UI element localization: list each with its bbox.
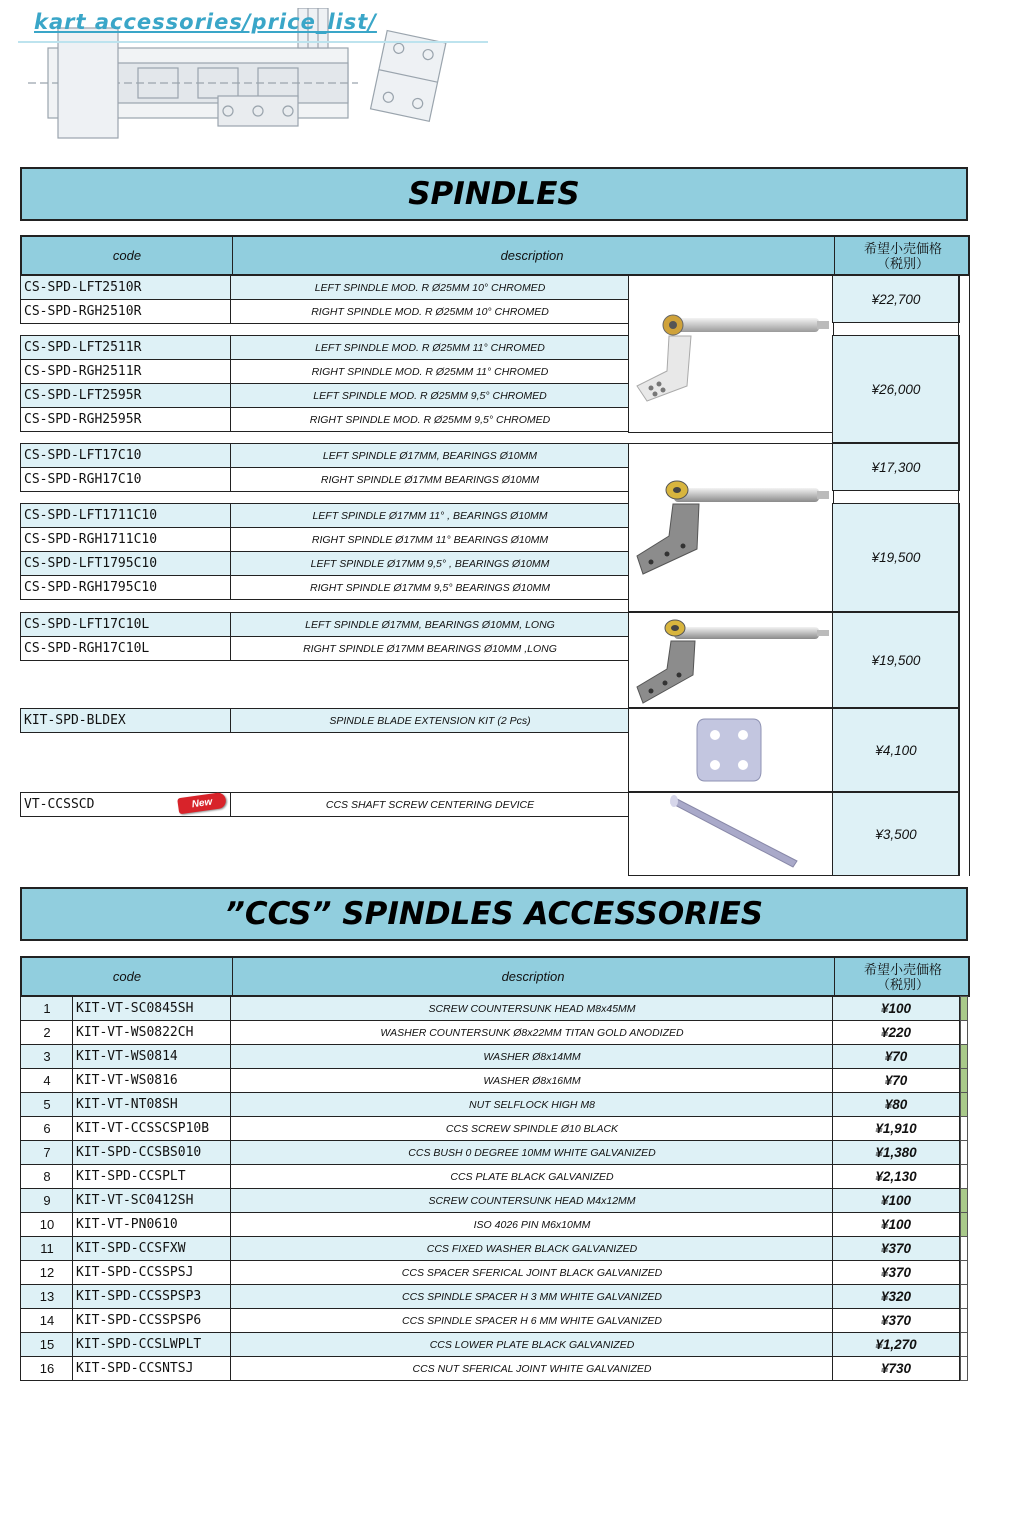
accessory-row-number: 9 bbox=[20, 1188, 74, 1213]
spindle-row-description: RIGHT SPINDLE MOD. R Ø25MM 11° CHROMED bbox=[230, 359, 630, 384]
header-description-2: description bbox=[232, 958, 833, 995]
right-edge-column bbox=[958, 275, 970, 876]
accessory-row-price: ¥370 bbox=[832, 1236, 960, 1261]
accessory-row-number: 7 bbox=[20, 1140, 74, 1165]
spindle-row-description: RIGHT SPINDLE MOD. R Ø25MM 9,5° CHROMED bbox=[230, 407, 630, 432]
spindle-row-code: VT-CCSSCD bbox=[20, 792, 232, 817]
row-marker bbox=[960, 1140, 968, 1165]
accessory-row-price: ¥100 bbox=[832, 1212, 960, 1237]
price-group-5: ¥19,500 bbox=[832, 612, 960, 708]
accessory-row-number: 14 bbox=[20, 1308, 74, 1333]
price-group-6: ¥4,100 bbox=[832, 708, 960, 792]
spindle-row-code: CS-SPD-RGH1711C10 bbox=[20, 527, 232, 552]
accessory-row-code: KIT-VT-PN0610 bbox=[72, 1212, 232, 1237]
accessory-row-code: KIT-SPD-CCSSPSJ bbox=[72, 1260, 232, 1285]
accessory-row-price: ¥100 bbox=[832, 996, 960, 1021]
spindle-row-description: RIGHT SPINDLE Ø17MM BEARINGS Ø10MM bbox=[230, 467, 630, 492]
accessory-row-description: WASHER Ø8x16MM bbox=[230, 1068, 834, 1093]
spindle-row-code: CS-SPD-LFT1711C10 bbox=[20, 503, 232, 528]
spindle-row-code: CS-SPD-RGH1795C10 bbox=[20, 575, 232, 600]
header-description: description bbox=[500, 248, 564, 263]
spindle-row-description: LEFT SPINDLE Ø17MM 9,5° , BEARINGS Ø10MM bbox=[230, 551, 630, 576]
accessory-row-code: KIT-VT-SC0412SH bbox=[72, 1188, 232, 1213]
spindle-row-description: LEFT SPINDLE Ø17MM, BEARINGS Ø10MM, LONG bbox=[230, 612, 630, 637]
page-header-title: kart accessories/price_list/ bbox=[34, 10, 377, 34]
spindle-row-description: LEFT SPINDLE MOD. R Ø25MM 10° CHROMED bbox=[230, 275, 630, 300]
spindle-row-description: LEFT SPINDLE MOD. R Ø25MM 9,5° CHROMED bbox=[230, 383, 630, 408]
accessory-row-description: WASHER COUNTERSUNK Ø8x22MM TITAN GOLD ANODIZED bbox=[230, 1020, 834, 1045]
product-image-spindle-25mm bbox=[628, 275, 834, 433]
accessory-row-number: 1 bbox=[20, 996, 74, 1021]
accessory-row-description: CCS PLATE BLACK GALVANIZED bbox=[230, 1164, 834, 1189]
row-marker bbox=[960, 1284, 968, 1309]
accessory-row-price: ¥370 bbox=[832, 1308, 960, 1333]
accessory-row-code: KIT-SPD-CCSNTSJ bbox=[72, 1356, 232, 1381]
row-marker bbox=[960, 1332, 968, 1357]
accessory-row-number: 2 bbox=[20, 1020, 74, 1045]
row-marker bbox=[960, 1092, 968, 1117]
header-price-2 bbox=[834, 958, 971, 995]
accessory-row-price: ¥70 bbox=[832, 1044, 960, 1069]
accessory-row-number: 6 bbox=[20, 1116, 74, 1141]
spindle-row-code: CS-SPD-RGH17C10L bbox=[20, 636, 232, 661]
accessory-row-code: KIT-SPD-CCSSPSP3 bbox=[72, 1284, 232, 1309]
accessory-row-price: ¥320 bbox=[832, 1284, 960, 1309]
accessory-row-price: ¥1,270 bbox=[832, 1332, 960, 1357]
new-badge: New bbox=[177, 792, 227, 815]
table-header-spindles bbox=[20, 235, 970, 276]
header-price-line1: 希望小売価格 bbox=[863, 240, 942, 256]
product-image-blade-extension bbox=[628, 708, 834, 792]
header-code-2: code bbox=[112, 969, 142, 984]
row-marker bbox=[960, 1044, 968, 1069]
accessory-row-price: ¥370 bbox=[832, 1260, 960, 1285]
product-image-centering-device bbox=[628, 792, 834, 876]
accessory-row-code: KIT-SPD-CCSFXW bbox=[72, 1236, 232, 1261]
header-price-2-line1: 希望小売価格 bbox=[863, 961, 942, 977]
spindle-row-code: CS-SPD-RGH2510R bbox=[20, 299, 232, 324]
accessory-row-price: ¥730 bbox=[832, 1356, 960, 1381]
accessory-row-description: CCS BUSH 0 DEGREE 10MM WHITE GALVANIZED bbox=[230, 1140, 834, 1165]
row-marker bbox=[960, 1164, 968, 1189]
spindle-row-code: CS-SPD-LFT2511R bbox=[20, 335, 232, 360]
spindle-row-description: RIGHT SPINDLE Ø17MM 9,5° BEARINGS Ø10MM bbox=[230, 575, 630, 600]
header-price-2-line2: （税別） bbox=[876, 976, 929, 992]
row-marker bbox=[960, 1356, 968, 1381]
price-group-7: ¥3,500 bbox=[832, 792, 960, 876]
accessory-row-description: ISO 4026 PIN M6x10MM bbox=[230, 1212, 834, 1237]
spindle-row-description: RIGHT SPINDLE Ø17MM BEARINGS Ø10MM ,LONG bbox=[230, 636, 630, 661]
accessory-row-code: KIT-VT-WS0816 bbox=[72, 1068, 232, 1093]
row-marker bbox=[960, 1212, 968, 1237]
accessory-row-code: KIT-SPD-CCSPLT bbox=[72, 1164, 232, 1189]
accessory-row-code: KIT-VT-SC0845SH bbox=[72, 996, 232, 1021]
spindle-row-code: CS-SPD-LFT2510R bbox=[20, 275, 232, 300]
price-group-1: ¥22,700 bbox=[832, 275, 960, 323]
accessory-row-description: CCS NUT SFERICAL JOINT WHITE GALVANIZED bbox=[230, 1356, 834, 1381]
spindle-row-description: SPINDLE BLADE EXTENSION KIT (2 Pcs) bbox=[230, 708, 630, 733]
accessory-row-description: CCS LOWER PLATE BLACK GALVANIZED bbox=[230, 1332, 834, 1357]
header-price-line2: （税別） bbox=[876, 255, 929, 271]
accessory-row-description: CCS SCREW SPINDLE Ø10 BLACK bbox=[230, 1116, 834, 1141]
accessory-row-number: 10 bbox=[20, 1212, 74, 1237]
accessory-row-code: KIT-VT-NT08SH bbox=[72, 1092, 232, 1117]
accessory-row-code: KIT-SPD-CCSBS010 bbox=[72, 1140, 232, 1165]
spindle-row-code: CS-SPD-LFT17C10L bbox=[20, 612, 232, 637]
accessory-row-description: CCS SPACER SFERICAL JOINT BLACK GALVANIZED bbox=[230, 1260, 834, 1285]
section-title-spindles: SPINDLES bbox=[20, 167, 968, 221]
accessory-row-number: 13 bbox=[20, 1284, 74, 1309]
spindle-row-code: CS-SPD-RGH17C10 bbox=[20, 467, 232, 492]
spindle-row-code: CS-SPD-RGH2595R bbox=[20, 407, 232, 432]
accessory-row-code: KIT-SPD-CCSLWPLT bbox=[72, 1332, 232, 1357]
spindle-row-code: KIT-SPD-BLDEX bbox=[20, 708, 232, 733]
accessory-row-description: WASHER Ø8x14MM bbox=[230, 1044, 834, 1069]
row-marker bbox=[960, 996, 968, 1021]
accessory-row-price: ¥1,910 bbox=[832, 1116, 960, 1141]
product-image-spindle-17mm-long bbox=[628, 612, 834, 708]
price-group-2: ¥26,000 bbox=[832, 335, 960, 443]
accessory-row-number: 16 bbox=[20, 1356, 74, 1381]
accessory-row-number: 3 bbox=[20, 1044, 74, 1069]
spindle-row-code: CS-SPD-LFT1795C10 bbox=[20, 551, 232, 576]
accessory-row-description: SCREW COUNTERSUNK HEAD M8x45MM bbox=[230, 996, 834, 1021]
section-title-ccs-accessories: ”CCS” SPINDLES ACCESSORIES bbox=[20, 887, 968, 941]
spindle-row-code: CS-SPD-LFT2595R bbox=[20, 383, 232, 408]
accessory-row-price: ¥80 bbox=[832, 1092, 960, 1117]
header-price bbox=[834, 237, 971, 274]
accessory-row-description: CCS FIXED WASHER BLACK GALVANIZED bbox=[230, 1236, 834, 1261]
spindle-row-description: RIGHT SPINDLE MOD. R Ø25MM 10° CHROMED bbox=[230, 299, 630, 324]
accessory-row-price: ¥100 bbox=[832, 1188, 960, 1213]
accessory-row-number: 4 bbox=[20, 1068, 74, 1093]
row-marker bbox=[960, 1236, 968, 1261]
spindle-row-description: RIGHT SPINDLE Ø17MM 11° BEARINGS Ø10MM bbox=[230, 527, 630, 552]
accessory-row-number: 5 bbox=[20, 1092, 74, 1117]
header-code: code bbox=[112, 248, 142, 263]
accessory-row-price: ¥2,130 bbox=[832, 1164, 960, 1189]
product-image-spindle-17mm bbox=[628, 443, 834, 612]
accessory-row-code: KIT-VT-WS0814 bbox=[72, 1044, 232, 1069]
accessory-row-number: 8 bbox=[20, 1164, 74, 1189]
accessory-row-number: 11 bbox=[20, 1236, 74, 1261]
price-group-4: ¥19,500 bbox=[832, 503, 960, 612]
accessory-row-price: ¥70 bbox=[832, 1068, 960, 1093]
spindle-row-description: CCS SHAFT SCREW CENTERING DEVICE bbox=[230, 792, 630, 817]
row-marker bbox=[960, 1308, 968, 1333]
row-marker bbox=[960, 1116, 968, 1141]
spindle-row-description: LEFT SPINDLE MOD. R Ø25MM 11° CHROMED bbox=[230, 335, 630, 360]
spindle-row-code: CS-SPD-RGH2511R bbox=[20, 359, 232, 384]
accessory-row-price: ¥1,380 bbox=[832, 1140, 960, 1165]
spindle-row-code: CS-SPD-LFT17C10 bbox=[20, 443, 232, 468]
accessory-row-number: 12 bbox=[20, 1260, 74, 1285]
accessory-row-code: KIT-VT-WS0822CH bbox=[72, 1020, 232, 1045]
price-group-3: ¥17,300 bbox=[832, 443, 960, 491]
accessory-row-code: KIT-VT-CCSSCSP10B bbox=[72, 1116, 232, 1141]
accessory-row-description: SCREW COUNTERSUNK HEAD M4x12MM bbox=[230, 1188, 834, 1213]
table-header-ccs bbox=[20, 956, 970, 997]
accessory-row-description: CCS SPINDLE SPACER H 6 MM WHITE GALVANIZED bbox=[230, 1308, 834, 1333]
row-marker bbox=[960, 1188, 968, 1213]
row-marker bbox=[960, 1260, 968, 1285]
accessory-row-description: NUT SELFLOCK HIGH M8 bbox=[230, 1092, 834, 1117]
accessory-row-price: ¥220 bbox=[832, 1020, 960, 1045]
accessory-row-number: 15 bbox=[20, 1332, 74, 1357]
accessory-row-description: CCS SPINDLE SPACER H 3 MM WHITE GALVANIZED bbox=[230, 1284, 834, 1309]
row-marker bbox=[960, 1020, 968, 1045]
spindle-row-description: LEFT SPINDLE Ø17MM 11° , BEARINGS Ø10MM bbox=[230, 503, 630, 528]
row-marker bbox=[960, 1068, 968, 1093]
spindle-row-description: LEFT SPINDLE Ø17MM, BEARINGS Ø10MM bbox=[230, 443, 630, 468]
accessory-row-code: KIT-SPD-CCSSPSP6 bbox=[72, 1308, 232, 1333]
